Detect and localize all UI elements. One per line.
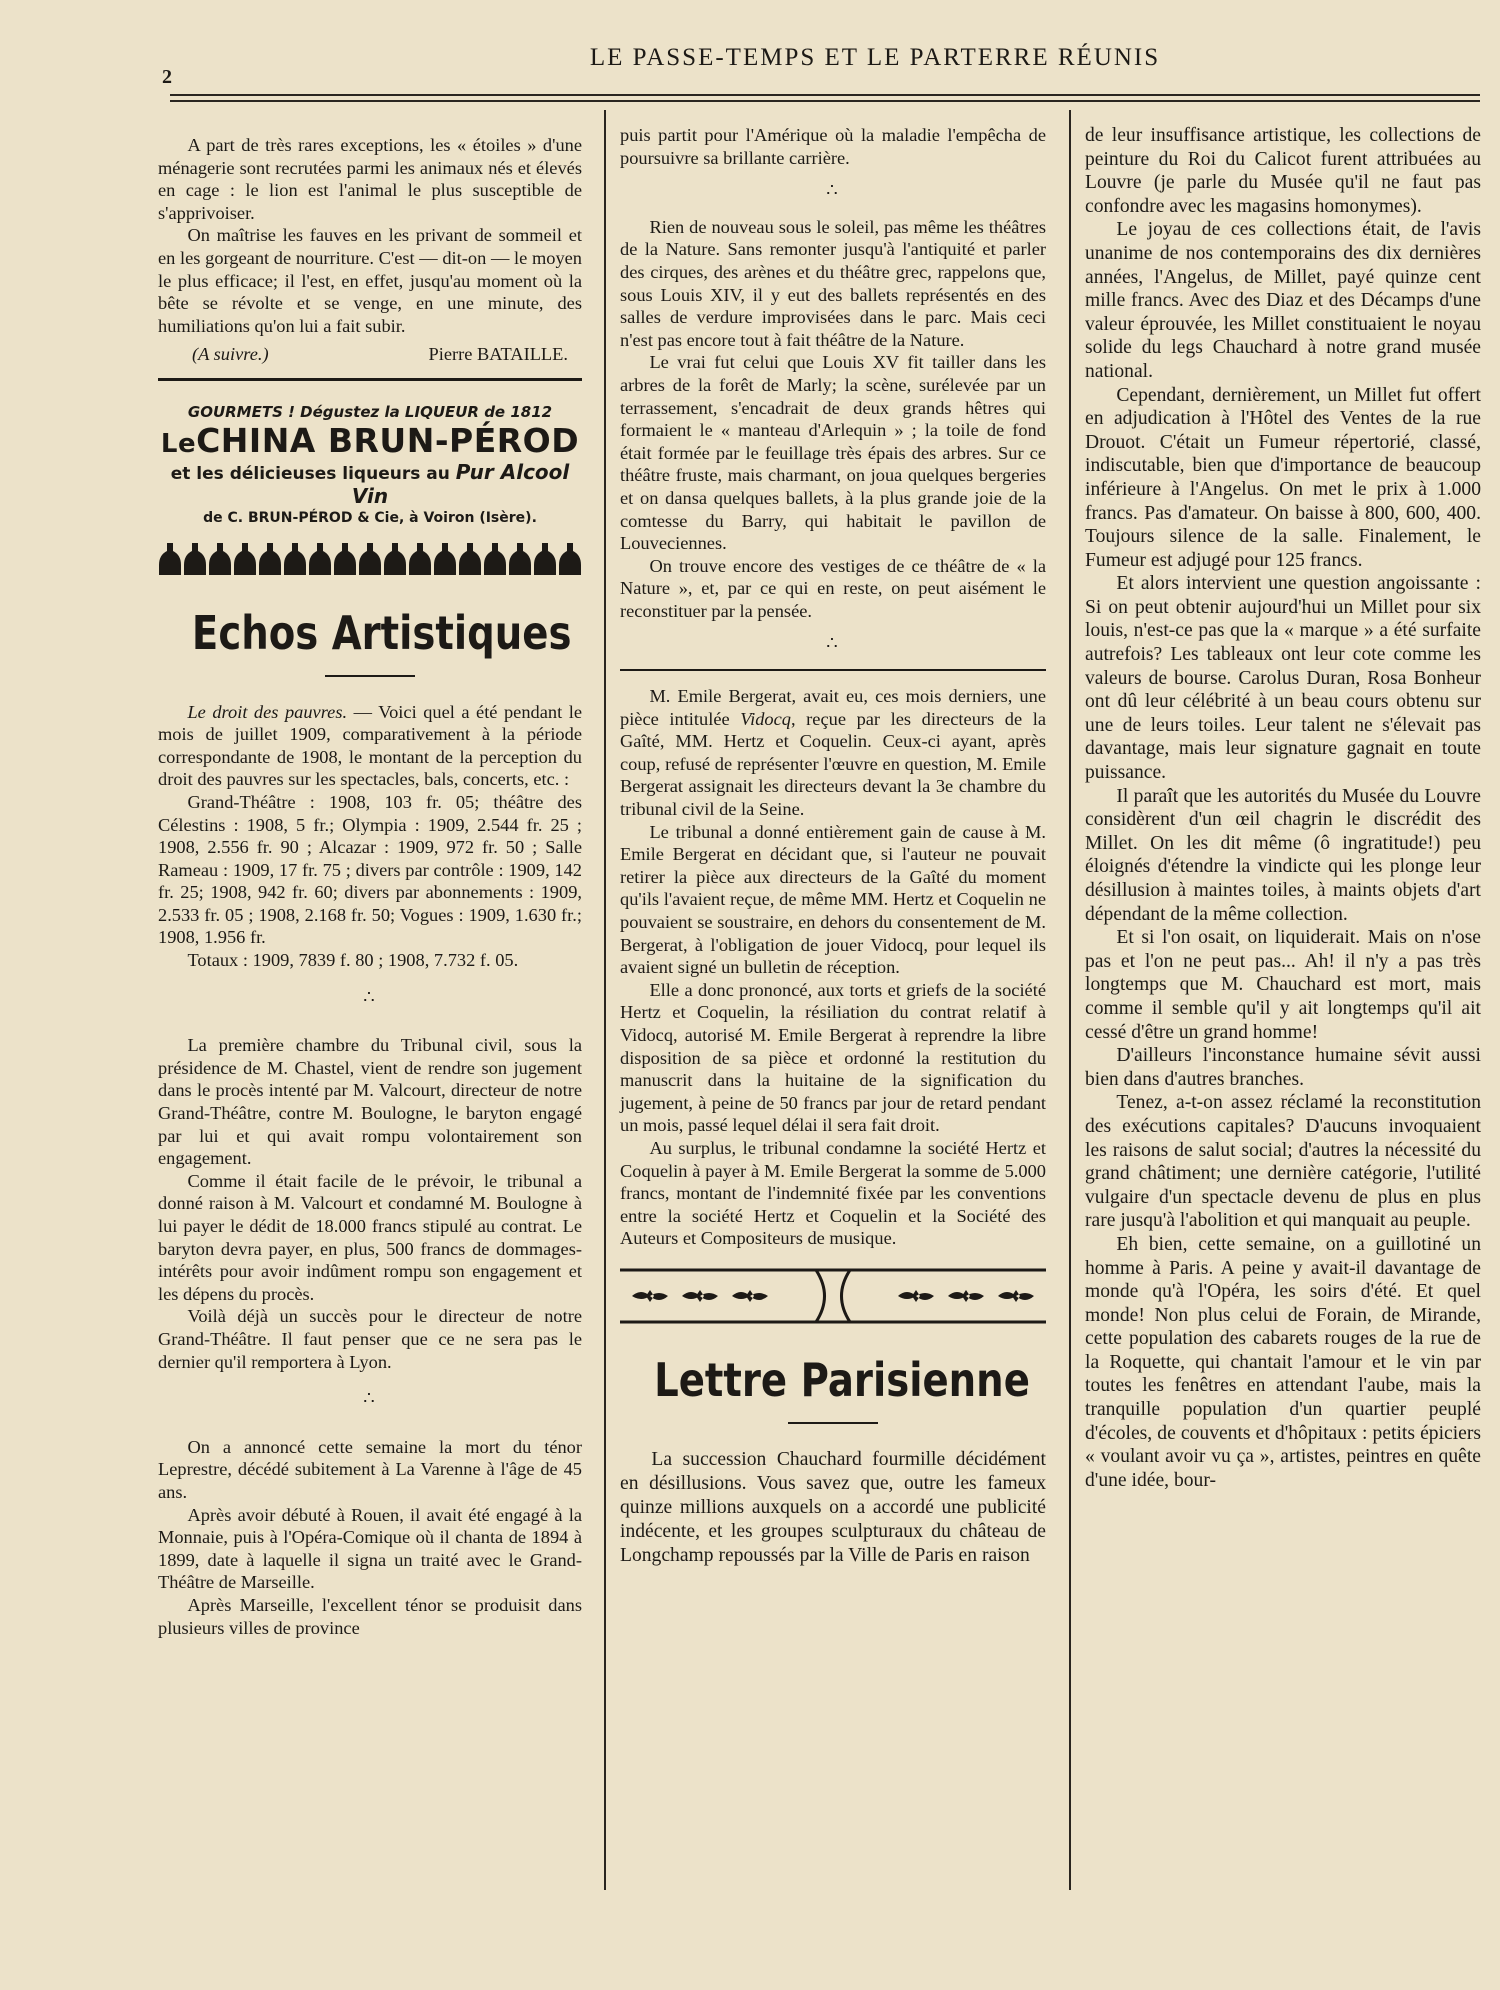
ornament-icon: ∴ [363, 986, 377, 1007]
bottle-icon [184, 543, 206, 575]
author: Pierre BATAILLE. [428, 344, 568, 365]
play-title: Vidocq [740, 708, 791, 729]
article-paragraph: La succession Chauchard fourmille décidément en désillusions. Vous savez que, outre les fameux quinze millions auxquels on a accordé une publicité indécente, et les groupes sculpturaux du château de Longchamp repoussés par la Ville de Paris en raison [620, 1448, 1046, 1566]
echo-paragraph: Voilà déjà un succès pour le directeur de notre Grand-Théâtre. Il faut penser que ce ne sera pas le dernier qu'il remportera à Lyon. [158, 1306, 582, 1372]
article-paragraph: Eh bien, cette semaine, on a guillotiné un homme à Paris. A peine y avait-il davantage de monde qu'à l'Opéra, les soirs d'été. Et quel monde! Non plus celui de Forain, de Mirande, cette population des cabarets rouges de la rue de la Roquette, qui chantait l'amour et le vin par toutes les fenêtres en attendant l'aube, mais la tranquille population d'un quartier peuplé d'écoles, de couvents et d'hôpitaux : petits épiciers « voulant avoir vu ça », artistes, peintres en quête d'une idée, bour- [1085, 1233, 1481, 1491]
article-paragraph: Le tribunal a donné entièrement gain de cause à M. Emile Bergerat en décidant que, si l'auteur ne pouvait retirer la pièce aux directeurs de la Gaîté du moment qu'ils l'avaient reçue, de même MM. Hertz et Coquelin ne pouvaient se soustraire, en dehors du consentement de M. Bergerat, à l'obligation de jouer Vidocq, pour lequel ils avaient signé un bulletin de réception. [620, 821, 1046, 978]
bottle-icon [309, 543, 331, 575]
ad-bottle-strip [158, 539, 582, 579]
bottle-icon [459, 543, 481, 575]
bottle-icon [559, 543, 581, 575]
ornament-icon: ∴ [826, 633, 840, 654]
ad-brand-name: CHINA BRUN-PÉROD [196, 420, 580, 460]
article-paragraph: D'ailleurs l'inconstance humaine sévit aussi bien dans d'autres branches. [1085, 1045, 1481, 1090]
article-paragraph [620, 685, 1046, 821]
bottle-icon [384, 543, 406, 575]
echo-paragraph: On a annoncé cette semaine la mort du ténor Leprestre, décédé subitement à La Varenne à l'âge de 45 ans. [158, 1436, 582, 1502]
ad-line-3a: et les délicieuses liqueurs au [170, 463, 456, 484]
bottle-icon [259, 543, 281, 575]
ad-line-3b: Pur Alcool Vin [351, 459, 570, 508]
text-span: M. Emile Bergerat, avait eu, ces mois derniers, une pièce intitulée [620, 686, 1046, 729]
echo-paragraph [158, 701, 582, 791]
article-paragraph: Rien de nouveau sous le soleil, pas même les théâtres de la Nature. Sans remonter jusqu'à l'antiquité et parler des cirques, des arènes et du théâtre grec, rappelons que, sous Louis XIV, il y eut des ballets représentés en des salles de verdure improvisées dans le parc. Mais ceci n'est pas encore tout à fait théâtre de la Nature. [620, 216, 1046, 350]
ad-line-3 [158, 461, 582, 509]
bottle-icon [484, 543, 506, 575]
bottle-icon [359, 543, 381, 575]
echo-paragraph: Après avoir débuté à Rouen, il avait été engagé à la Monnaie, puis à l'Opéra-Comique où il chanta de 1894 à 1899, date à laquelle il signa un traité avec le Grand-Théâtre de Marseille. [158, 1504, 582, 1593]
flourish-icon [732, 1290, 768, 1302]
article-paragraph: Et alors intervient une question angoissante : Si on peut obtenir aujourd'hui un Millet pour six louis, n'est-ce pas que la « marque » a été surfaite autrefois? Les tableaux ont leur cote comme les valeurs de bourse. Carolus Duran, Rosa Bonheur ont dû leur célébrité à un beau cours obtenu sur une de leurs toiles. Leur talent ne s'élevait pas davantage, mais leur signature gagnait en toute puissance. [1085, 573, 1481, 784]
section-title-echos: Echos Artistiques [191, 605, 572, 660]
article-paragraph: puis partit pour l'Amérique où la maladie l'empêcha de poursuivre sa brillante carrière. [620, 125, 1046, 168]
article-paragraph: On maîtrise les fauves en les privant de sommeil et en les gorgeant de nourriture. C'est — dit-on — le moyen le plus efficace; il l'est, en effet, jusqu'au moment où la bête se révolte et se venge, en une minute, des humiliations qu'on lui a fait subir. [158, 225, 582, 336]
echo-paragraph: Comme il était facile de le prévoir, le tribunal a donné raison à M. Valcourt et condamné M. Boulogne à lui payer le dédit de 18.000 francs stipulé au contrat. Le baryton devra payer, en plus, 500 francs de dommages-intérêts pour avoir indûment rompu son engagement et les dépens du procès. [158, 1170, 582, 1304]
column-2 [620, 124, 1046, 1568]
flourish-icon [948, 1290, 984, 1302]
article-paragraph: de leur insuffisance artistique, les collections de peinture du Roi du Calicot furent attribuées au Louvre (je parle du Musée qu'il ne faut pas confondre avec les magasins homonymes). [1085, 125, 1481, 217]
ad-brand-prefix: Le [160, 428, 197, 459]
signature-line [158, 343, 582, 366]
article-paragraph: Le joyau de ces collections était, de l'avis unanime de nos contemporains des dix dernières années, l'Angelus, de Millet, payé quinze cent mille francs. Avec des Diaz et des Décamps d'une valeur éprouvée, les Millet constituaient le noyau solide du legs Chauchard à notre grand musée national. [1085, 219, 1481, 382]
advertisement [158, 401, 582, 579]
bottle-icon [509, 543, 531, 575]
header-rule [170, 94, 1480, 96]
section-divider [620, 669, 1046, 671]
bottle-icon [334, 543, 356, 575]
ornament-icon: ∴ [363, 1388, 377, 1409]
article-paragraph: Elle a donc prononcé, aux torts et griefs de la société Hertz et Coquelin, la résiliation du contrat relatif à Vidocq, autorisé M. Emile Bergerat à reprendre la libre disposition de sa pièce et ordonné la restitution du manuscrit dans la huitaine de la signification du jugement, à peine de 50 francs par jour de retard pendant un mois, passé lequel délai il sera fait droit. [620, 979, 1046, 1136]
bottle-icon [534, 543, 556, 575]
article-paragraph: A part de très rares exceptions, les « étoiles » d'une ménagerie sont recrutées parmi les animaux nés et élevés en cage : le lion est l'animal le plus susceptible de s'apprivoiser. [158, 135, 582, 223]
ornament-icon: ∴ [826, 180, 840, 201]
running-head: LE PASSE-TEMPS ET LE PARTERRE RÉUNIS [589, 44, 1161, 71]
bottle-icon [159, 543, 181, 575]
bottle-icon [234, 543, 256, 575]
section-divider [158, 378, 582, 381]
decorative-band [620, 1266, 1046, 1326]
ad-line-4: de C. BRUN-PÉROD & Cie, à Voiron (Isère). [203, 509, 537, 526]
echo-lead: Le droit des pauvres. [187, 701, 348, 722]
bottle-row-icon [158, 539, 582, 579]
ad-brand [158, 420, 582, 461]
title-underline [788, 1422, 878, 1424]
article-paragraph: Il paraît que les autorités du Musée du Louvre considèrent d'un œil chagrin le discrédit des Millet. On les dit même (ô ingratitude!) peu éloignés d'étendre la vindicte qui les plonge leur désillusion à maintes toiles, à maints objets d'art dépendant de la même collection. [1085, 785, 1481, 925]
ornamental-frame-icon [620, 1266, 1046, 1326]
bottle-icon [209, 543, 231, 575]
to-be-continued: (A suivre.) [192, 344, 269, 365]
article-paragraph: Le vrai fut celui que Louis XV fit tailler dans les arbres de la forêt de Marly; la scène, surélevée par un terrassement, s'encadrait de deux grands hêtres qui formaient le « manteau d'Arlequin » ; la toile de fond était formée par le feuillage très épais des arbres. Sur ce théâtre fruste, mais charmant, on joua quelques bergeries et on dansa quelques ballets, à la plus grande joie de la comtesse du Barry, qui habitait le pavillon de Louveciennes. [620, 352, 1046, 554]
bottle-icon [409, 543, 431, 575]
ad-line-1: GOURMETS ! Dégustez la LIQUEUR de 1812 [187, 402, 553, 421]
column-1 [158, 134, 582, 1639]
article-paragraph: Cependant, dernièrement, un Millet fut offert en adjudication à l'Hôtel des Ventes de la rue Drouot. C'était un Fumeur répertorié, classé, indiscutable, bien que d'importance de beaucoup inférieure à l'Angelus. On met le prix à 1.000 francs. Pas d'amateur. On baisse à 800, 600, 400. Toujours silence de la salle. Finalement, le Fumeur est adjugé pour 125 francs. [1085, 384, 1481, 571]
article-paragraph: Au surplus, le tribunal condamne la société Hertz et Coquelin à payer à M. Emile Bergerat la somme de 5.000 francs, montant de l'indemnité fixée par les conventions entre la société Hertz et Coquelin et la Société des Auteurs et Compositeurs de musique. [620, 1137, 1046, 1249]
section-title-lettre: Lettre Parisienne [654, 1352, 1030, 1407]
header-rule-2 [170, 100, 1480, 102]
bottle-icon [434, 543, 456, 575]
page-number: 2 [162, 66, 172, 88]
article-paragraph: Tenez, a-t-on assez réclamé la reconstitution des exécutions capitales? D'aucuns invoquaient les raisons de salut social; d'autres la nécessité du grand châtiment; une dernière catégorie, l'utilité vulgaire d'un spectacle devenu de plus en plus rare jusqu'à l'abolition et qui manquait au peuple. [1085, 1092, 1481, 1232]
article-paragraph: On trouve encore des vestiges de ce théâtre de « la Nature », et, par ce qui en reste, on peut aisément le reconstituer par la pensée. [620, 555, 1046, 621]
echo-paragraph: Totaux : 1909, 7839 f. 80 ; 1908, 7.732 f. 05. [187, 950, 519, 971]
flourish-icon [998, 1290, 1034, 1302]
echo-paragraph: Grand-Théâtre : 1908, 103 fr. 05; théâtre des Célestins : 1908, 5 fr.; Olympia : 1909, 2.544 fr. 25 ; 1908, 2.556 fr. 90 ; Alcazar : 1909, 972 fr. 50 ; Salle Rameau : 1909, 17 fr. 75 ; divers par contrôle : 1909, 142 fr. 25; 1908, 942 fr. 60; divers par abonnements : 1909, 2.533 fr. 05 ; 1908, 2.168 fr. 50; Vogues : 1909, 1.630 fr.; 1908, 1.956 fr. [158, 791, 582, 948]
column-rule-2 [1069, 110, 1071, 1890]
bottle-icon [284, 543, 306, 575]
echo-paragraph: La première chambre du Tribunal civil, sous la présidence de M. Chastel, vient de rendre son jugement dans le procès intenté par M. Valcourt, directeur de notre Grand-Théâtre, contre M. Boulogne, le baryton engagé par lui et qui avait rompu volontairement son engagement. [158, 1035, 582, 1169]
column-3 [1085, 124, 1481, 1492]
echo-text: — Voici quel a été pendant le mois de juillet 1909, comparativement à la période correspondante de 1908, le montant de la perception du droit des pauvres sur les spectacles, bals, concerts, etc. : [158, 701, 582, 790]
text-span: , reçue par les directeurs de la Gaîté, MM. Hertz et Coquelin. Ceux-ci ayant, après coup, refusé de représenter l'œuvre en question, M. Emile Bergerat assignait les directeurs devant la 3e chambre du tribunal civil de la Seine. [620, 708, 1046, 820]
flourish-icon [682, 1290, 718, 1302]
column-rule-1 [604, 110, 606, 1890]
flourish-icon [632, 1290, 668, 1302]
title-underline [325, 675, 415, 677]
article-paragraph: Et si l'on osait, on liquiderait. Mais on n'ose pas et l'on ne peut pas... Ah! il n'y a pas très longtemps que M. Chauchard est mort, mais comme il semble qu'il y ait longtemps qu'il ait cessé d'être un grand homme! [1085, 927, 1481, 1043]
flourish-icon [898, 1290, 934, 1302]
echo-paragraph: Après Marseille, l'excellent ténor se produisit dans plusieurs villes de province [158, 1594, 582, 1638]
